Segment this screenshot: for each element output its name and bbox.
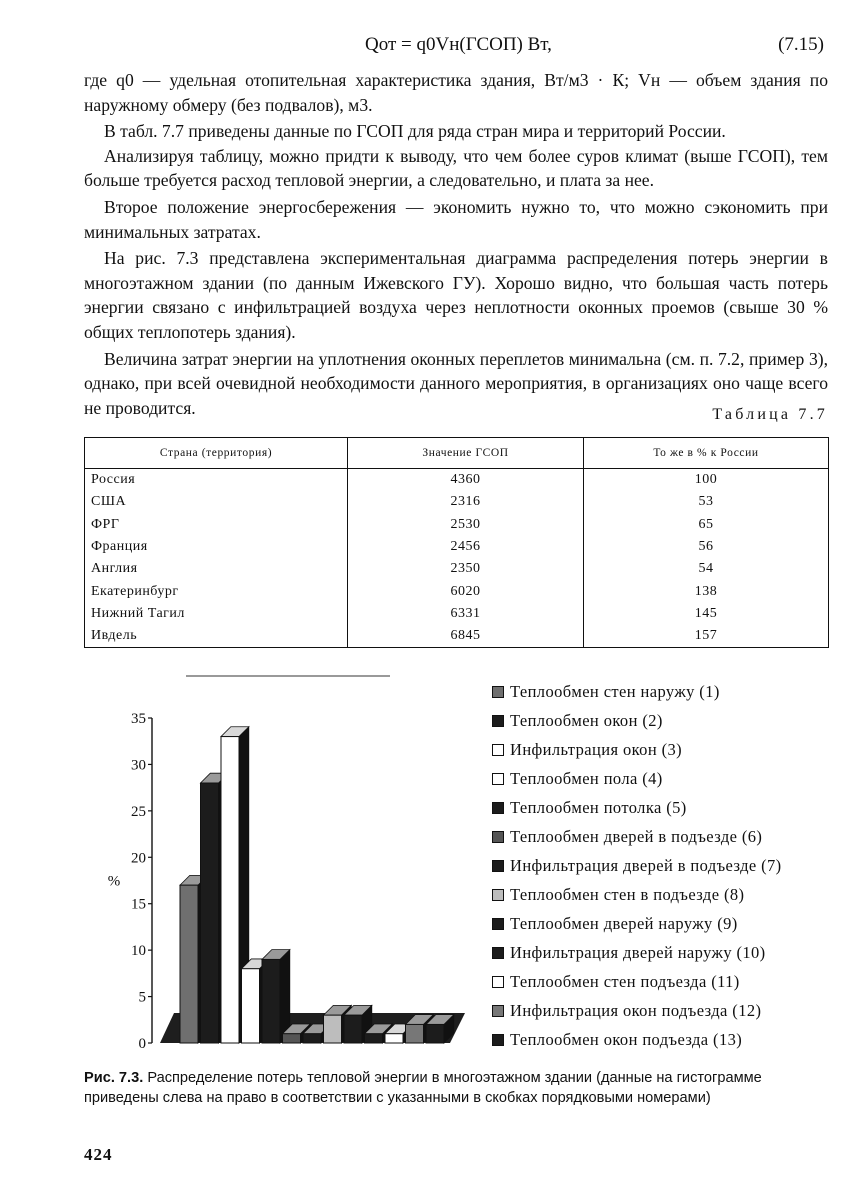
heat-loss-histogram [90,670,490,1060]
bar-front [324,1015,342,1043]
table-row [85,536,829,558]
legend-label: Теплообмен дверей в подъезде (6) [510,827,763,847]
table-row [85,514,829,536]
table-row [85,625,829,648]
bar-front [201,783,219,1043]
cell-percent: 138 [584,580,829,602]
legend-item [492,910,842,939]
table-row [85,469,829,492]
gsop-table [84,437,829,648]
legend-swatch [492,1005,504,1017]
cell-country: Россия [85,469,348,492]
page-number: 424 [84,1145,113,1164]
cell-gsop: 2316 [348,491,584,513]
table-caption: Таблица 7.7 [712,406,828,423]
legend-label: Теплообмен окон (2) [510,711,663,731]
legend-swatch [492,947,504,959]
legend-swatch [492,802,504,814]
legend-label: Теплообмен стен подъезда (11) [510,971,740,991]
paragraph: Второе положение энергосбережения — экономить нужно то, что можно сэкономить при минимальных затратах. [84,196,828,242]
legend-item [492,794,842,823]
cell-gsop: 2530 [348,514,584,536]
bar-front [283,1034,301,1043]
cell-gsop: 2350 [348,558,584,580]
legend-swatch [492,889,504,901]
paragraph: На рис. 7.3 представлена экспериментальная диаграмма распределения потерь энергии в многоэтажном здании (по данным Ижевского ГУ). Хорошо видно, что большая часть потерь энергии связано с инфильтрацией воздуха через неплотности оконных проемов (свыше 30 % общих теплопотерь здания). [84,248,828,342]
legend-swatch [492,1034,504,1046]
legend-item [492,707,842,736]
cell-percent: 54 [584,558,829,580]
legend-item [492,1025,842,1054]
body-text [84,68,828,420]
figure-caption-label: Рис. 7.3. [84,1070,144,1086]
paragraph: В табл. 7.7 приведены данные по ГСОП для ряда стран мира и территорий России. [104,121,726,142]
legend-item [492,823,842,852]
column-header: Страна (территория) [85,438,348,469]
legend-item [492,765,842,794]
legend-label: Теплообмен пола (4) [510,769,663,789]
legend-item [492,852,842,881]
bar-front [221,737,239,1043]
y-tick-label: 20 [131,850,146,867]
bar-front [303,1034,321,1043]
legend-item [492,678,842,707]
cell-country: Англия [85,558,348,580]
legend-swatch [492,918,504,930]
table-row [85,491,829,513]
y-tick-label: 30 [131,757,146,774]
cell-country: Нижний Тагил [85,603,348,625]
y-tick-label: 10 [131,943,146,960]
cell-percent: 56 [584,536,829,558]
bar-front [385,1034,403,1043]
legend-item [492,996,842,1025]
legend-swatch [492,860,504,872]
legend-label: Инфильтрация дверей в подъезде (7) [510,856,782,876]
cell-percent: 53 [584,491,829,513]
chart-legend [492,678,842,1054]
formula-expression: Qот = q0Vн(ГСОП) Вт, [365,34,552,55]
bar-front [406,1024,424,1043]
legend-item [492,967,842,996]
legend-item [492,938,842,967]
table-row [85,580,829,602]
y-tick-label: 25 [131,803,146,820]
y-axis-label: % [107,873,121,890]
bar-front [365,1034,383,1043]
y-tick-label: 15 [131,896,146,913]
legend-label: Инфильтрация дверей наружу (10) [510,942,766,962]
table-row [85,558,829,580]
cell-percent: 65 [584,514,829,536]
legend-swatch [492,686,504,698]
y-tick-label: 35 [131,711,146,727]
paragraph: Величина затрат энергии на уплотнения оконных переплетов минимальна (см. п. 7.2, пример 3), однако, при всей очевидной необходимости данного мероприятия, в организациях оно чаще всего не проводится. [84,348,828,418]
cell-percent: 100 [584,469,829,492]
cell-gsop: 6020 [348,580,584,602]
bar-front [242,969,260,1043]
figure-caption-text: Распределение потерь тепловой энергии в многоэтажном здании (данные на гистограмме приведены слева на право в соответствии с указанными в скобках порядковыми номерами) [84,1070,762,1106]
y-tick-label: 5 [138,989,146,1006]
legend-label: Теплообмен стен в подъезде (8) [510,885,745,905]
legend-swatch [492,976,504,988]
column-header: Значение ГСОП [348,438,584,469]
legend-item [492,736,842,765]
cell-gsop: 6331 [348,603,584,625]
cell-country: Екатеринбург [85,580,348,602]
legend-label: Теплообмен потолка (5) [510,798,687,818]
legend-swatch [492,831,504,843]
bar-front [344,1015,362,1043]
column-header: То же в % к России [584,438,829,469]
cell-country: Ивдель [85,625,348,648]
formula-line [0,34,868,60]
cell-country: ФРГ [85,514,348,536]
cell-gsop: 4360 [348,469,584,492]
bar-front [262,959,280,1043]
legend-item [492,881,842,910]
cell-country: США [85,491,348,513]
cell-percent: 145 [584,603,829,625]
bar-5 [262,950,290,1043]
cell-gsop: 6845 [348,625,584,648]
formula-number: (7.15) [778,34,824,55]
bar-front [180,885,198,1043]
cell-country: Франция [85,536,348,558]
legend-label: Теплообмен дверей наружу (9) [510,913,738,933]
table-row [85,603,829,625]
y-tick-label: 0 [138,1036,146,1052]
cell-percent: 157 [584,625,829,648]
legend-label: Инфильтрация окон (3) [510,740,683,760]
legend-label: Теплообмен стен наружу (1) [510,682,720,702]
legend-swatch [492,715,504,727]
paragraph: где q0 — удельная отопительная характеристика здания, Вт/м3 · К; Vн — объем здания по наружному обмеру (без подвалов), м3. [84,70,828,115]
figure-caption [84,1068,829,1108]
legend-label: Теплообмен окон подъезда (13) [510,1029,743,1049]
legend-swatch [492,744,504,756]
paragraph: Анализируя таблицу, можно придти к выводу, что чем более суров климат (выше ГСОП), тем больше требуется расход тепловой энергии, а следовательно, и плата за нее. [84,145,828,191]
table-header-row [85,438,829,469]
bar-front [426,1024,444,1043]
cell-gsop: 2456 [348,536,584,558]
legend-swatch [492,773,504,785]
legend-label: Инфильтрация окон подъезда (12) [510,1000,762,1020]
